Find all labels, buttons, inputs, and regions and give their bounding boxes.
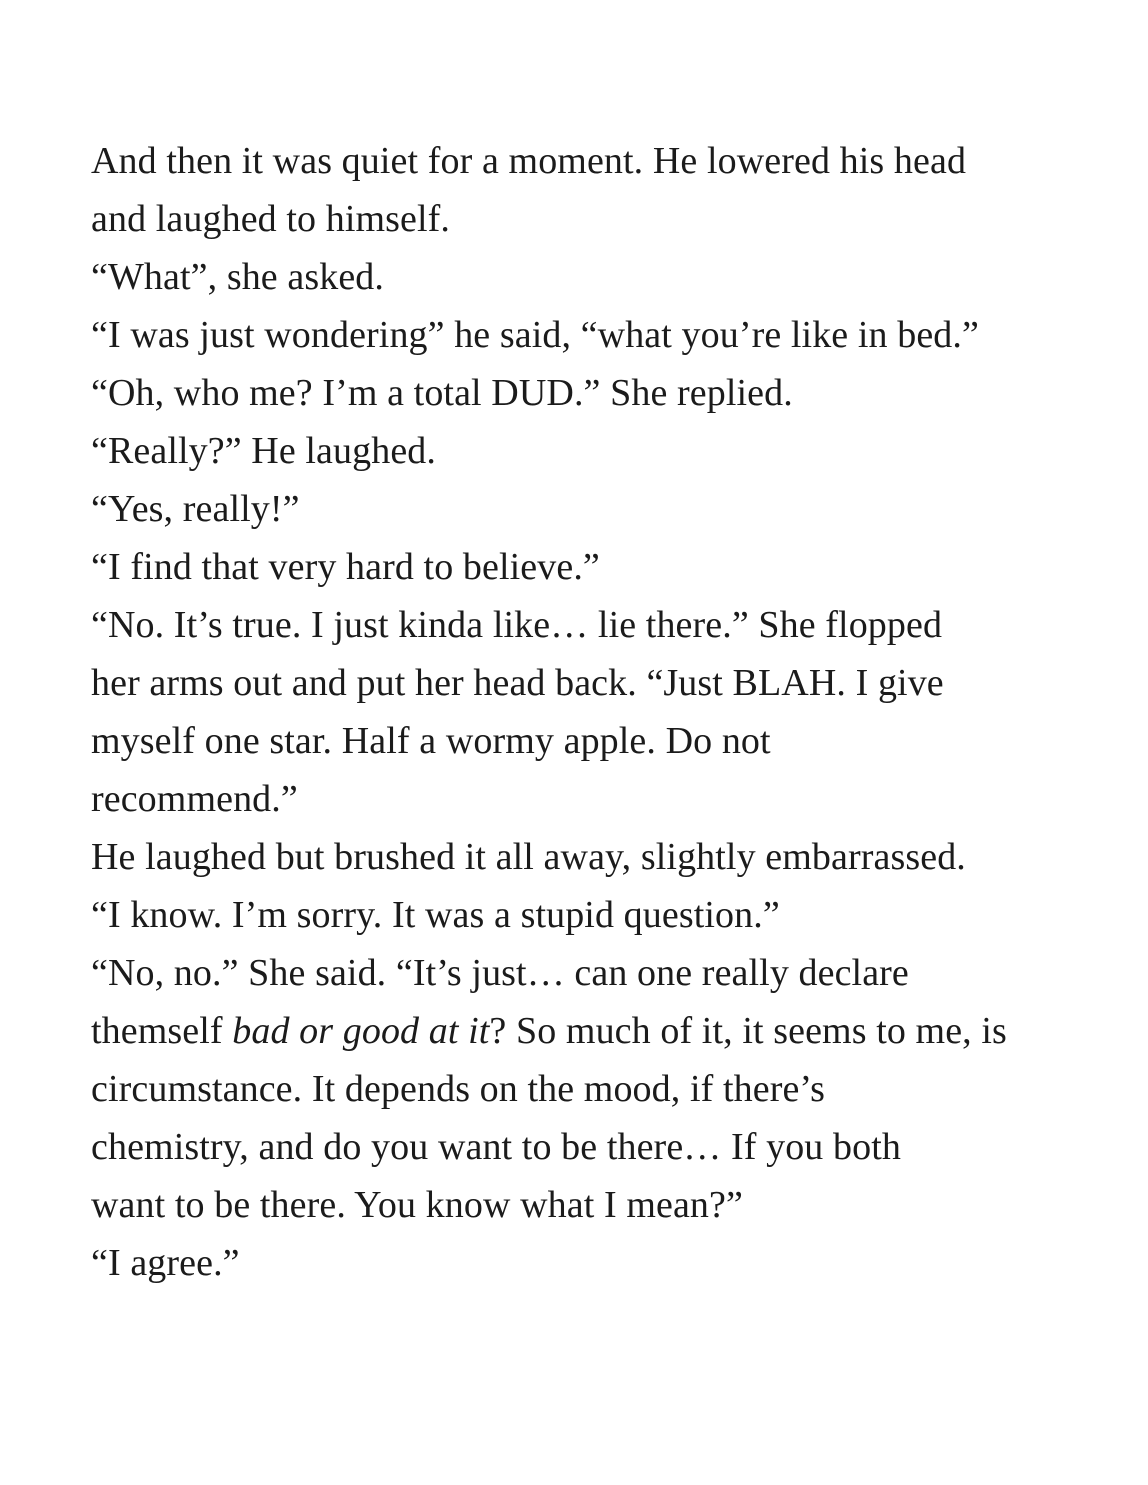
text-line xyxy=(91,538,1091,596)
line-text: “I find that very hard to believe.” xyxy=(91,546,600,588)
text-line xyxy=(91,480,1091,538)
text-line xyxy=(91,828,1091,886)
line-text: “No. It’s true. I just kinda like… lie there.” She flopped xyxy=(91,604,943,646)
text-line xyxy=(91,1060,1091,1118)
line-text: “What”, she asked. xyxy=(91,256,384,298)
line-text: “I was just wondering” he said, “what you’re like in bed.” xyxy=(91,314,979,356)
text-line xyxy=(91,1234,1091,1292)
text-line xyxy=(91,886,1091,944)
italic-phrase: bad or good at it xyxy=(232,1010,490,1052)
line-text: He laughed but brushed it all away, slightly embarrassed. xyxy=(91,836,966,878)
line-text: “No, no.” She said. “It’s just… can one really declare xyxy=(91,952,909,994)
line-text: ? So much of it, it seems to me, is xyxy=(489,1010,1007,1052)
line-text: chemistry, and do you want to be there… If you both xyxy=(91,1126,901,1168)
text-line xyxy=(91,770,1091,828)
line-text: “Really?” He laughed. xyxy=(91,430,436,472)
line-text: and laughed to himself. xyxy=(91,198,450,240)
text-line xyxy=(91,712,1091,770)
line-text: recommend.” xyxy=(91,778,298,820)
text-line xyxy=(91,1176,1091,1234)
text-line xyxy=(91,596,1091,654)
text-line xyxy=(91,248,1091,306)
text-line xyxy=(91,1002,1091,1060)
text-line xyxy=(91,364,1091,422)
line-text: themself xyxy=(91,1010,233,1052)
text-line xyxy=(91,422,1091,480)
document-page xyxy=(91,132,1091,1292)
text-line xyxy=(91,944,1091,1002)
text-line xyxy=(91,306,1091,364)
text-line xyxy=(91,654,1091,712)
line-text: And then it was quiet for a moment. He lowered his head xyxy=(91,140,967,182)
line-text: “I agree.” xyxy=(91,1242,240,1284)
line-text: her arms out and put her head back. “Just BLAH. I give xyxy=(91,662,944,704)
text-line xyxy=(91,190,1091,248)
line-text: “Yes, really!” xyxy=(91,488,300,530)
line-text: “Oh, who me? I’m a total DUD.” She replied. xyxy=(91,372,793,414)
text-line xyxy=(91,132,1091,190)
text-line xyxy=(91,1118,1091,1176)
line-text: circumstance. It depends on the mood, if there’s xyxy=(91,1068,825,1110)
line-text: myself one star. Half a wormy apple. Do not xyxy=(91,720,771,762)
line-text: want to be there. You know what I mean?” xyxy=(91,1184,743,1226)
line-text: “I know. I’m sorry. It was a stupid question.” xyxy=(91,894,780,936)
